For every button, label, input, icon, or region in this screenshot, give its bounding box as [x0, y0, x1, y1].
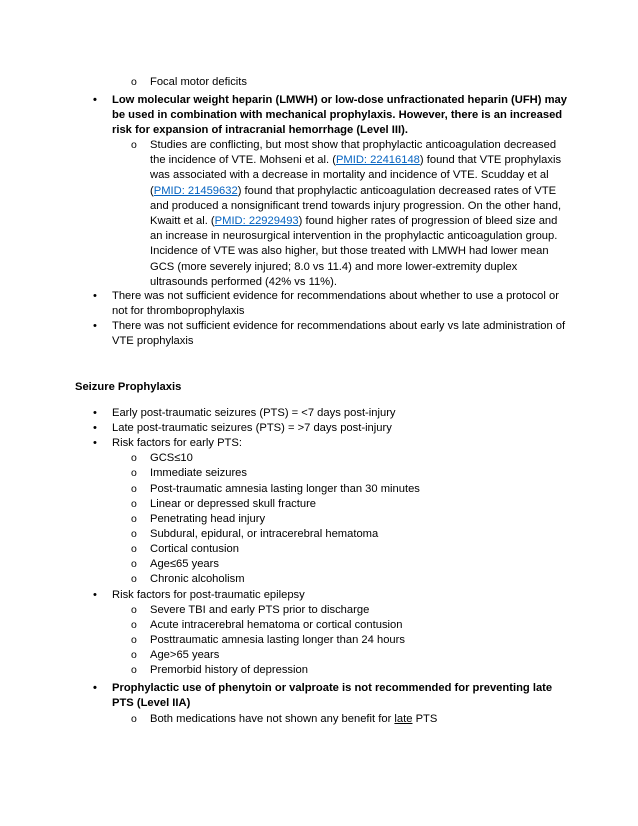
circle-bullet-icon: o	[131, 619, 137, 631]
list-item: o Age>65 years	[150, 648, 570, 663]
list-item: o Acute intracerebral hematoma or cortical contusion	[150, 618, 570, 633]
circle-bullet-icon: o	[131, 76, 137, 88]
circle-bullet-icon: o	[131, 483, 137, 495]
circle-bullet-icon: o	[131, 558, 137, 570]
list-item: • Late post-traumatic seizures (PTS) = >7 days post-injury	[112, 421, 567, 436]
disc-bullet-icon: •	[93, 422, 97, 434]
list-item: • Risk factors for post-traumatic epilepsy	[112, 588, 567, 603]
circle-bullet-icon: o	[131, 513, 137, 525]
pmid-link-mohseni[interactable]: PMID: 22416148	[335, 154, 420, 167]
circle-bullet-icon: o	[131, 604, 137, 616]
disc-bullet-icon: •	[93, 290, 97, 302]
circle-bullet-icon: o	[131, 452, 137, 464]
disc-bullet-icon: •	[93, 682, 97, 694]
list-item: • There was not sufficient evidence for recommendations about whether to use a protocol or not for thromboprophylaxis	[93, 290, 559, 318]
list-item: • Risk factors for early PTS:	[112, 436, 567, 451]
disc-bullet-icon: •	[93, 589, 97, 601]
circle-bullet-icon: o	[131, 498, 137, 510]
lmwh-recommendation: Low molecular weight heparin (LMWH) or low-dose unfractionated heparin (UFH) may be used in combination with mechanical prophylaxis. However, there is an increased risk for expansion of intracranial hemorrhage (Level III).	[112, 94, 567, 137]
disc-bullet-icon: •	[93, 437, 97, 449]
disc-bullet-icon: •	[93, 320, 97, 332]
list-item: o Both medications have not shown any benefit for late PTS	[150, 712, 570, 727]
circle-bullet-icon: o	[131, 139, 137, 151]
disc-bullet-icon: •	[93, 94, 97, 106]
circle-bullet-icon: o	[131, 528, 137, 540]
list-item: o Subdural, epidural, or intracerebral hematoma	[150, 527, 570, 542]
list-item	[93, 681, 567, 711]
list-item: o Chronic alcoholism	[150, 572, 570, 587]
list-item	[93, 93, 567, 139]
section-heading: Seizure Prophylaxis	[75, 381, 182, 393]
list-item: o Immediate seizures	[150, 466, 570, 481]
list-item: • There was not sufficient evidence for recommendations about early vs late administration of VTE prophylaxis	[93, 320, 566, 348]
list-item: o Linear or depressed skull fracture	[150, 497, 570, 512]
list-item	[131, 138, 570, 290]
list-item: o Age≤65 years	[150, 557, 570, 572]
list-item: • Early post-traumatic seizures (PTS) = <7 days post-injury	[112, 406, 567, 421]
list-item: o Focal motor deficits	[150, 75, 570, 90]
circle-bullet-icon: o	[131, 649, 137, 661]
list-item: o Severe TBI and early PTS prior to discharge	[150, 603, 570, 618]
pmid-link-scudday[interactable]: PMID: 21459632	[153, 184, 238, 197]
list-item: o Penetrating head injury	[150, 512, 570, 527]
list-item: o GCS≤10	[150, 451, 570, 466]
phenytoin-recommendation: Prophylactic use of phenytoin or valproate is not recommended for preventing late PTS (Level IIA)	[112, 682, 553, 710]
circle-bullet-icon: o	[131, 573, 137, 585]
studies-paragraph: Studies are conflicting, but most show that prophylactic anticoagulation decreased the incidence of VTE. Mohseni et al. (PMID: 22416148) found that VTE prophylaxis was associated with a decrease in mortality and incidence of VTE. Scudday et al (PMID: 21459632) found that prophylactic anticoagulation decreased rates of VTE and produced a nonsignificant trend towards injury progression. On the other hand, Kwaitt et al. (PMID: 22929493) found higher rates of progression of bleed size and an increase in neurosurgical intervention in the prophylactic anticoagulation group. Incidence of VTE was also higher, but those treated with LMWH had lower mean GCS (more severely injured; 8.0 vs 11.4) and more lower-extremity duplex ultrasounds performed (42% vs 11%).	[150, 139, 562, 288]
list-item: o Posttraumatic amnesia lasting longer than 24 hours	[150, 633, 570, 648]
list-item: o Cortical contusion	[150, 542, 570, 557]
circle-bullet-icon: o	[131, 543, 137, 555]
circle-bullet-icon: o	[131, 634, 137, 646]
circle-bullet-icon: o	[131, 713, 137, 725]
disc-bullet-icon: •	[93, 407, 97, 419]
list-item: o Premorbid history of depression	[150, 663, 570, 678]
circle-bullet-icon: o	[131, 664, 137, 676]
circle-bullet-icon: o	[131, 467, 137, 479]
pmid-link-kwaitt[interactable]: PMID: 22929493	[214, 215, 299, 228]
list-item: o Post-traumatic amnesia lasting longer than 30 minutes	[150, 482, 570, 497]
